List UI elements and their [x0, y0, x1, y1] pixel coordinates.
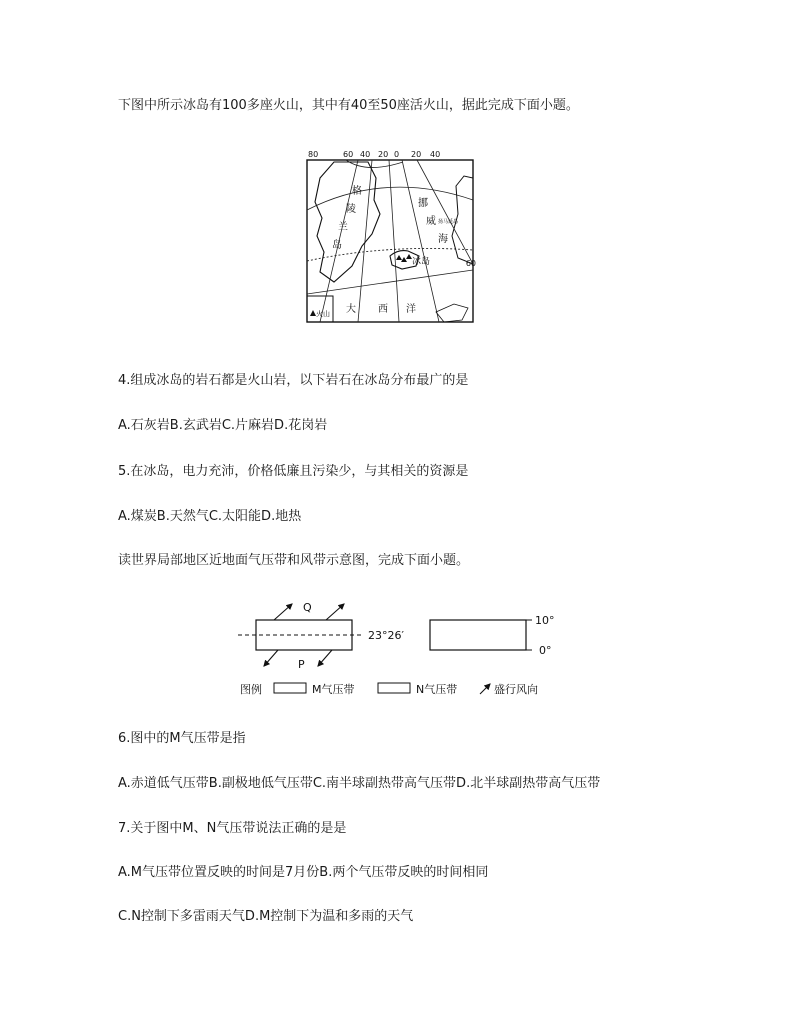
greenland-char: 陵	[346, 204, 356, 215]
greenland-char: 兰	[338, 222, 348, 233]
intro-text-2: 读世界局部地区近地面气压带和风带示意图，完成下面小题。	[118, 553, 470, 568]
legend-title: 图例	[240, 683, 262, 696]
map-lon-label: 60	[343, 150, 354, 159]
norwegian-sea-char: 威	[426, 216, 436, 227]
q6-options: A.赤道低气压带B.副极地低气压带C.南半球副热带高气压带D.北半球副热带高气压带	[118, 776, 601, 791]
q7-options-line1: A.M气压带位置反映的时间是7月份B.两个气压带反映的时间相同	[118, 865, 489, 880]
map-legend-label: 火山	[316, 310, 330, 318]
greenland-char: 岛	[332, 240, 342, 251]
jan-mayen-label: 扬马延岛	[438, 219, 459, 225]
iceland-label: 冰岛	[412, 257, 431, 267]
q6-stem: 6.图中的M气压带是指	[118, 731, 246, 746]
q4-stem: 4.组成冰岛的岩石都是火山岩，以下岩石在冰岛分布最广的是	[118, 373, 469, 388]
atlantic-char: 西	[378, 304, 388, 315]
n-pressure-belt	[430, 620, 526, 650]
wind-arrow	[274, 604, 292, 620]
q4-options: A.石灰岩B.玄武岩C.片麻岩D.花岗岩	[118, 418, 328, 433]
lat-label-2326: 23°26′	[368, 629, 404, 642]
label-p: P	[298, 658, 305, 671]
lat-label-0: 0°	[539, 644, 552, 657]
map-lon-label: 40	[430, 150, 441, 159]
greenland-char: 格	[352, 186, 362, 197]
atlantic-char: 洋	[406, 304, 416, 315]
atlantic-char: 大	[346, 304, 356, 315]
wind-arrow	[264, 650, 278, 666]
lat-label-10: 10°	[535, 614, 555, 627]
wind-legend-arrow	[480, 684, 490, 694]
map-lon-label: 20	[411, 150, 422, 159]
wind-arrow	[318, 650, 332, 666]
map-lon-label: 80	[308, 150, 319, 159]
q7-options-line2: C.N控制下多雷雨天气D.M控制下为温和多雨的天气	[118, 909, 414, 924]
wind-legend-label: 盛行风向	[494, 683, 538, 696]
n-legend-swatch	[378, 683, 410, 693]
iceland-map	[306, 148, 476, 324]
q7-stem: 7.关于图中M、N气压带说法正确的是是	[118, 821, 347, 836]
label-q: Q	[303, 601, 312, 614]
q5-stem: 5.在冰岛，电力充沛，价格低廉且污染少，与其相关的资源是	[118, 464, 469, 479]
map-lon-label: 40	[360, 150, 371, 159]
norwegian-sea-char: 海	[438, 234, 448, 245]
map-lat-label: 60	[465, 259, 476, 268]
n-legend-label: N气压带	[416, 683, 458, 696]
m-legend-swatch	[274, 683, 306, 693]
wind-arrow	[326, 604, 344, 620]
intro-text-1: 下图中所示冰岛有100多座火山，其中有40至50座活火山，据此完成下面小题。	[118, 98, 579, 113]
map-lon-label: 20	[378, 150, 389, 159]
norwegian-sea-char: 挪	[418, 198, 428, 209]
m-legend-label: M气压带	[312, 683, 355, 696]
pressure-belt-diagram	[232, 598, 568, 700]
q5-options: A.煤炭B.天然气C.太阳能D.地热	[118, 509, 302, 524]
map-lon-label: 0	[394, 150, 400, 159]
